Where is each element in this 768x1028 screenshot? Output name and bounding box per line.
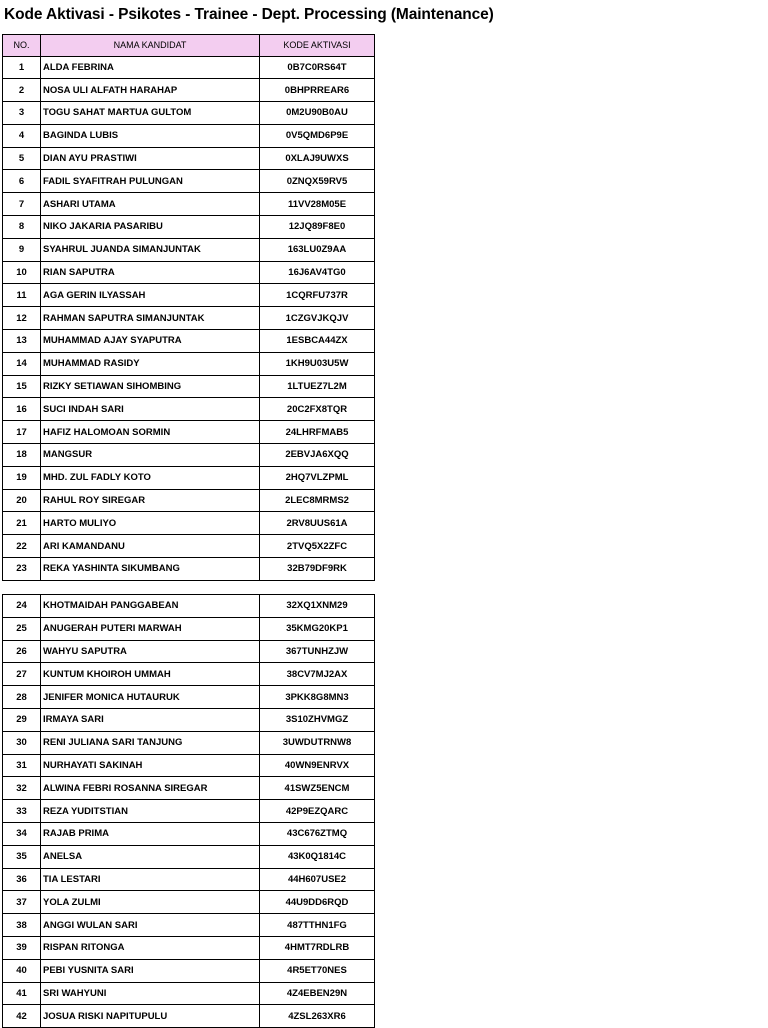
row-number: 10 [3,261,41,284]
activation-code: 44U9DD6RQD [260,891,375,914]
candidate-name: IRMAYA SARI [41,708,260,731]
candidate-name: ANGGI WULAN SARI [41,914,260,937]
activation-code: 32B79DF9RK [260,558,375,581]
table-row [3,914,375,937]
candidate-name: RIZKY SETIAWAN SIHOMBING [41,375,260,398]
table-row [3,777,375,800]
table-row [3,640,375,663]
table-row [3,558,375,581]
table-row [3,56,375,79]
candidate-name: RENI JULIANA SARI TANJUNG [41,731,260,754]
activation-code: 43C676ZTMQ [260,822,375,845]
row-number: 1 [3,56,41,79]
candidate-name: ALWINA FEBRI ROSANNA SIREGAR [41,777,260,800]
candidate-name: ARI KAMANDANU [41,535,260,558]
activation-code: 20C2FX8TQR [260,398,375,421]
candidate-name: FADIL SYAFITRAH PULUNGAN [41,170,260,193]
table-row [3,663,375,686]
table-row [3,193,375,216]
candidate-name: BAGINDA LUBIS [41,124,260,147]
candidate-name: KHOTMAIDAH PANGGABEAN [41,595,260,618]
candidate-name: RAHUL ROY SIREGAR [41,489,260,512]
row-number: 7 [3,193,41,216]
candidate-name: SRI WAHYUNI [41,982,260,1005]
row-number: 19 [3,466,41,489]
table-row [3,800,375,823]
candidate-name: YOLA ZULMI [41,891,260,914]
candidate-name: RAHMAN SAPUTRA SIMANJUNTAK [41,307,260,330]
candidate-name: NURHAYATI SAKINAH [41,754,260,777]
activation-code: 0V5QMD6P9E [260,124,375,147]
activation-code: 35KMG20KP1 [260,617,375,640]
candidate-name: DIAN AYU PRASTIWI [41,147,260,170]
candidate-name: KUNTUM KHOIROH UMMAH [41,663,260,686]
table-row [3,512,375,535]
row-number: 34 [3,822,41,845]
activation-code-table-continued [2,594,375,1028]
candidate-name: MUHAMMAD RASIDY [41,352,260,375]
row-number: 8 [3,216,41,239]
activation-code: 1CQRFU737R [260,284,375,307]
row-number: 23 [3,558,41,581]
row-number: 26 [3,640,41,663]
table-row [3,891,375,914]
table-row [3,261,375,284]
candidate-name: RAJAB PRIMA [41,822,260,845]
activation-code: 38CV7MJ2AX [260,663,375,686]
activation-code: 163LU0Z9AA [260,238,375,261]
activation-code: 487TTHN1FG [260,914,375,937]
candidate-name: JENIFER MONICA HUTAURUK [41,686,260,709]
table-header-row [3,35,375,57]
candidate-name: REZA YUDITSTIAN [41,800,260,823]
row-number: 42 [3,1005,41,1028]
row-number: 27 [3,663,41,686]
candidate-name: MHD. ZUL FADLY KOTO [41,466,260,489]
candidate-name: WAHYU SAPUTRA [41,640,260,663]
activation-code: 44H607USE2 [260,868,375,891]
row-number: 33 [3,800,41,823]
activation-code: 3S10ZHVMGZ [260,708,375,731]
row-number: 14 [3,352,41,375]
row-number: 40 [3,959,41,982]
table-row [3,147,375,170]
candidate-name: JOSUA RISKI NAPITUPULU [41,1005,260,1028]
table-row [3,489,375,512]
activation-code: 1ESBCA44ZX [260,330,375,353]
candidate-name: AGA GERIN ILYASSAH [41,284,260,307]
row-number: 37 [3,891,41,914]
table-row [3,398,375,421]
activation-code: 1CZGVJKQJV [260,307,375,330]
activation-code: 4Z4EBEN29N [260,982,375,1005]
row-number: 21 [3,512,41,535]
activation-code: 0XLAJ9UWXS [260,147,375,170]
table-row [3,307,375,330]
candidate-name: NIKO JAKARIA PASARIBU [41,216,260,239]
candidate-name: NOSA ULI ALFATH HARAHAP [41,79,260,102]
candidate-name: TOGU SAHAT MARTUA GULTOM [41,102,260,125]
activation-code: 41SWZ5ENCM [260,777,375,800]
table-row [3,595,375,618]
activation-code: 42P9EZQARC [260,800,375,823]
activation-code: 4HMT7RDLRB [260,936,375,959]
table-row [3,822,375,845]
activation-code: 1KH9U03U5W [260,352,375,375]
table-row [3,102,375,125]
row-number: 6 [3,170,41,193]
table-row [3,79,375,102]
header-activation-code: KODE AKTIVASI [260,35,375,57]
row-number: 29 [3,708,41,731]
table-row [3,617,375,640]
activation-code: 2RV8UUS61A [260,512,375,535]
row-number: 4 [3,124,41,147]
table-row [3,375,375,398]
table-row [3,216,375,239]
candidate-name: ASHARI UTAMA [41,193,260,216]
row-number: 36 [3,868,41,891]
row-number: 38 [3,914,41,937]
row-number: 30 [3,731,41,754]
table-row [3,936,375,959]
table-row [3,754,375,777]
activation-code: 24LHRFMAB5 [260,421,375,444]
row-number: 15 [3,375,41,398]
table-row [3,731,375,754]
table-row [3,982,375,1005]
row-number: 20 [3,489,41,512]
table-row [3,238,375,261]
row-number: 22 [3,535,41,558]
row-number: 12 [3,307,41,330]
activation-code: 0M2U90B0AU [260,102,375,125]
activation-code: 4ZSL263XR6 [260,1005,375,1028]
table-row [3,330,375,353]
activation-code: 2HQ7VLZPML [260,466,375,489]
row-number: 18 [3,444,41,467]
row-number: 11 [3,284,41,307]
row-number: 41 [3,982,41,1005]
header-no: NO. [3,35,41,57]
candidate-name: MUHAMMAD AJAY SYAPUTRA [41,330,260,353]
activation-code: 12JQ89F8E0 [260,216,375,239]
activation-code: 40WN9ENRVX [260,754,375,777]
table-row [3,708,375,731]
row-number: 28 [3,686,41,709]
header-candidate-name: NAMA KANDIDAT [41,35,260,57]
candidate-name: HAFIZ HALOMOAN SORMIN [41,421,260,444]
candidate-name: SYAHRUL JUANDA SIMANJUNTAK [41,238,260,261]
table-row [3,466,375,489]
candidate-name: RISPAN RITONGA [41,936,260,959]
candidate-name: TIA LESTARI [41,868,260,891]
row-number: 2 [3,79,41,102]
row-number: 31 [3,754,41,777]
activation-code: 2TVQ5X2ZFC [260,535,375,558]
row-number: 32 [3,777,41,800]
row-number: 5 [3,147,41,170]
table-row [3,845,375,868]
activation-code-table [2,34,375,581]
activation-code: 0B7C0RS64T [260,56,375,79]
table-row [3,124,375,147]
row-number: 25 [3,617,41,640]
table-row [3,868,375,891]
activation-code: 3UWDUTRNW8 [260,731,375,754]
row-number: 16 [3,398,41,421]
table-row [3,352,375,375]
table-row [3,686,375,709]
table-row [3,444,375,467]
candidate-name: RIAN SAPUTRA [41,261,260,284]
activation-code: 0BHPRREAR6 [260,79,375,102]
table-row [3,170,375,193]
candidate-name: PEBI YUSNITA SARI [41,959,260,982]
activation-code: 32XQ1XNM29 [260,595,375,618]
page-title: Kode Aktivasi - Psikotes - Trainee - Dept. Processing (Maintenance) [4,6,494,23]
row-number: 3 [3,102,41,125]
candidate-name: ALDA FEBRINA [41,56,260,79]
row-number: 35 [3,845,41,868]
activation-code: 367TUNHZJW [260,640,375,663]
candidate-name: REKA YASHINTA SIKUMBANG [41,558,260,581]
activation-code: 3PKK8G8MN3 [260,686,375,709]
candidate-name: HARTO MULIYO [41,512,260,535]
candidate-name: ANELSA [41,845,260,868]
table-row [3,421,375,444]
candidate-name: ANUGERAH PUTERI MARWAH [41,617,260,640]
activation-code: 0ZNQX59RV5 [260,170,375,193]
table-row [3,959,375,982]
activation-code: 11VV28M05E [260,193,375,216]
table-row [3,1005,375,1028]
activation-code: 43K0Q1814C [260,845,375,868]
candidate-name: SUCI INDAH SARI [41,398,260,421]
row-number: 39 [3,936,41,959]
activation-code: 2LEC8MRMS2 [260,489,375,512]
row-number: 13 [3,330,41,353]
activation-code: 1LTUEZ7L2M [260,375,375,398]
candidate-name: MANGSUR [41,444,260,467]
activation-code: 16J6AV4TG0 [260,261,375,284]
activation-code: 2EBVJA6XQQ [260,444,375,467]
table-row [3,535,375,558]
row-number: 9 [3,238,41,261]
activation-code: 4R5ET70NES [260,959,375,982]
table-row [3,284,375,307]
row-number: 24 [3,595,41,618]
row-number: 17 [3,421,41,444]
